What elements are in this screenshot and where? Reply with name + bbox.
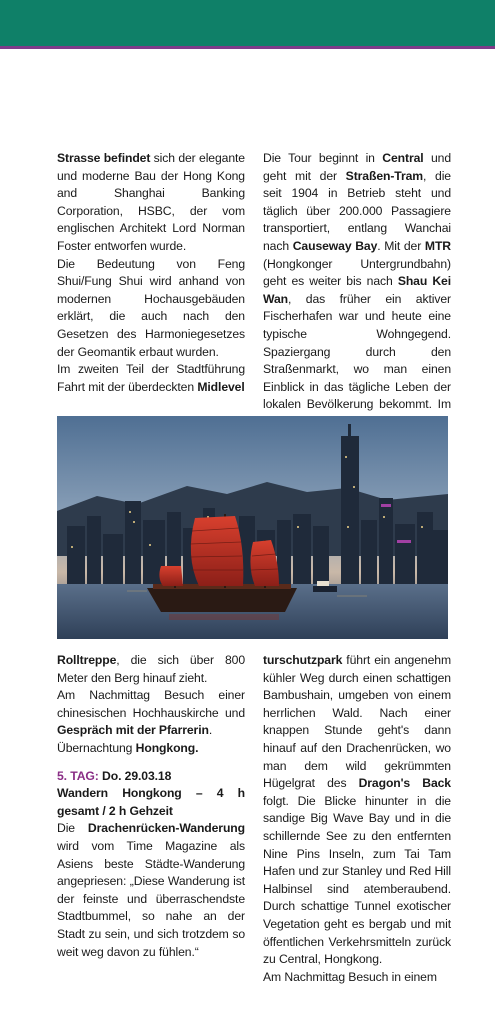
header-bar	[0, 0, 495, 49]
day-date: Do. 29.03.18	[98, 768, 172, 783]
day-title: Wandern Hongkong – 4 h gesamt / 2 h Gehzeit	[57, 786, 245, 818]
day-label: 5. TAG:	[57, 768, 99, 783]
paragraph: turschutzpark führt ein angenehm kühler Weg durch einen schattigen Bambushain, umgeben von einem herrlichen Wald. Nach einer knappen Stunde geht's dann hinauf auf den Drachenrücken, wo man dem wild gekrümmten Hügelgrat des Dragon's Back folgt. Die Blicke hinunter in die sandige Big Wave Bay und in die schillernde See zu den entfernten Nine Pins Inseln, zum Tai Tam Hafen und zur Stanley und Red Hill Halbinsel sind atemberaubend. Durch schattige Tunnel exotischer Vegetation geht es bergab und mit öffentlichen Verkehrsmitteln zurück zu Central, Hongkong.	[263, 653, 451, 967]
paragraph: Die Bedeutung von Feng Shui/Fung Shui wird anhand von modernen Hochausgebäuden erklärt, die auch nach den Gesetzen des Harmoniegesetzes der Geomantik erbaut wurden.	[57, 256, 245, 359]
paragraph: Übernachtung Hongkong.	[57, 740, 199, 755]
text-column-1	[57, 150, 245, 396]
text-column-4	[263, 652, 451, 986]
paragraph: Im zweiten Teil der Stadtführung Fahrt mit der überdeckten Midlevel	[57, 362, 245, 394]
junk-boat-harbour-image	[57, 416, 448, 639]
paragraph: Am Nachmittag Besuch in einem	[263, 969, 437, 984]
text-column-2	[263, 150, 451, 432]
paragraph: Rolltreppe, die sich über 800 Meter den Berg hinauf zieht.	[57, 653, 245, 685]
text-column-3	[57, 652, 245, 961]
paragraph: Die Tour beginnt in Central und geht mit der Straßen-Tram, die seit 1904 in Betrieb steht und täglich über 200.000 Passagiere transportiert, entlang Wanchai nach Causeway Bay. Mit der MTR (Hongkonger Untergrundbahn) geht es weiter bis nach Shau Kei Wan, das früher ein aktiver Fischerhafen war und heute eine typische Wohngegend. Spaziergang durch den Straßenmarkt, wo man einen Einblick in das tägliche Leben der lokalen Bevölkerung bekommt. Im	[263, 151, 451, 412]
hong-kong-skyline-photo	[57, 416, 448, 639]
paragraph: Die Drachenrücken-Wanderung wird vom Time Magazine als Asiens beste Städte-Wanderung angepriesen: „Diese Wanderung ist der feinste und überraschendste Stadtbummel, so nahe an der Stadt zu sein, und sich trotzdem so weit weg davon zu fühlen.“	[57, 821, 245, 959]
paragraph: Strasse befindet sich der elegante und moderne Bau der Hong Kong and Shanghai Banking Corporation, HSBC, der vom englischen Architekt Lord Norman Foster entworfen wurde.	[57, 151, 245, 253]
day-heading	[57, 768, 245, 786]
paragraph: Am Nachmittag Besuch einer chinesischen Hochhauskirche und Gespräch mit der Pfarrerin.	[57, 688, 245, 738]
